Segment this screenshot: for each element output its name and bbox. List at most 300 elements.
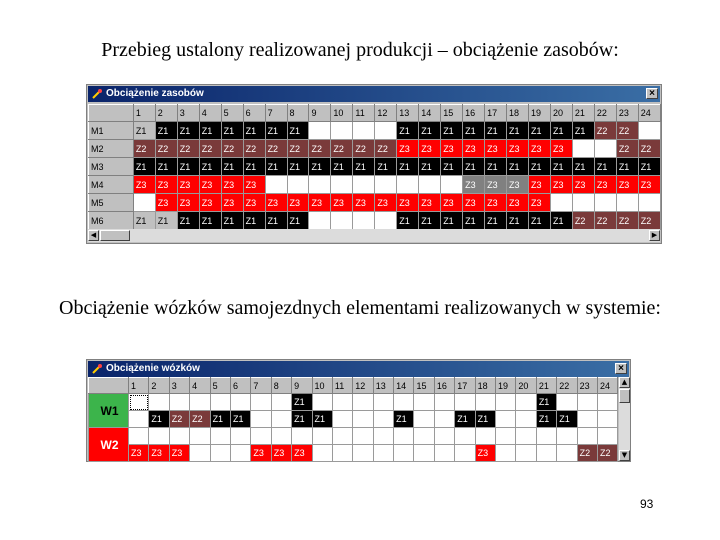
row-header[interactable]: M6 [89,212,134,230]
grid-cell[interactable] [251,428,271,445]
grid-cell[interactable] [312,445,332,462]
column-header[interactable]: 11 [332,378,352,394]
grid-cell[interactable]: Z1 [463,212,485,230]
grid-cell[interactable] [557,394,577,411]
grid-cell[interactable]: Z1 [287,158,309,176]
grid-cell[interactable]: Z3 [169,445,189,462]
grid-cell[interactable]: Z1 [463,122,485,140]
column-header[interactable]: 8 [271,378,291,394]
grid-cell[interactable] [414,445,434,462]
trolleys-titlebar[interactable] [88,361,629,377]
grid-cell[interactable] [394,445,414,462]
grid-cell[interactable] [434,394,454,411]
row-header[interactable]: M5 [89,194,134,212]
grid-cell[interactable]: Z3 [199,194,221,212]
grid-cell[interactable]: Z3 [485,140,507,158]
grid-cell[interactable] [332,428,352,445]
grid-cell[interactable] [373,428,393,445]
grid-cell[interactable] [210,394,230,411]
grid-cell[interactable]: Z1 [177,122,199,140]
grid-cell[interactable] [419,176,441,194]
grid-cell[interactable]: Z2 [287,140,309,158]
grid-cell[interactable] [373,394,393,411]
column-header[interactable]: 19 [529,105,551,122]
grid-cell[interactable] [616,194,638,212]
grid-cell[interactable] [353,394,373,411]
grid-cell[interactable] [414,428,434,445]
scroll-thumb[interactable] [619,389,630,403]
grid-cell[interactable]: Z3 [638,176,660,194]
trolley-label[interactable]: W2 [89,428,129,462]
grid-cell[interactable]: Z3 [149,445,169,462]
grid-cell[interactable] [394,428,414,445]
grid-cell[interactable] [434,445,454,462]
grid-cell[interactable] [129,411,149,428]
column-header[interactable]: 3 [169,378,189,394]
grid-cell[interactable]: Z1 [572,122,594,140]
grid-cell[interactable] [375,122,397,140]
grid-cell[interactable]: Z3 [251,445,271,462]
grid-cell[interactable]: Z1 [397,122,419,140]
grid-cell[interactable]: Z3 [463,194,485,212]
grid-cell[interactable] [149,428,169,445]
grid-cell[interactable] [230,394,250,411]
grid-cell[interactable]: Z1 [199,212,221,230]
column-header[interactable]: 12 [375,105,397,122]
resources-horizontal-scrollbar[interactable] [88,229,660,242]
grid-cell[interactable]: Z1 [155,122,177,140]
grid-cell[interactable] [496,394,516,411]
grid-cell[interactable] [375,212,397,230]
grid-cell[interactable] [169,428,189,445]
grid-cell[interactable]: Z3 [441,194,463,212]
grid-cell[interactable]: Z1 [529,122,551,140]
grid-cell[interactable]: Z3 [419,194,441,212]
grid-cell[interactable]: Z1 [419,122,441,140]
grid-cell[interactable] [594,140,616,158]
grid-cell[interactable]: Z1 [243,158,265,176]
grid-cell[interactable]: Z2 [155,140,177,158]
grid-cell[interactable]: Z1 [455,411,475,428]
grid-cell[interactable] [597,428,617,445]
grid-cell[interactable]: Z3 [419,140,441,158]
grid-cell[interactable]: Z3 [475,445,495,462]
column-header[interactable]: 1 [133,105,155,122]
column-header[interactable]: 12 [353,378,373,394]
column-header[interactable]: 22 [557,378,577,394]
grid-cell[interactable]: Z3 [616,176,638,194]
grid-cell[interactable] [475,394,495,411]
grid-cell[interactable]: Z3 [243,194,265,212]
grid-cell[interactable] [190,428,210,445]
resources-close-button[interactable]: × [646,88,658,99]
grid-cell[interactable]: Z1 [265,212,287,230]
grid-cell[interactable] [577,428,597,445]
column-header[interactable]: 13 [373,378,393,394]
grid-cell[interactable] [434,428,454,445]
grid-cell[interactable]: Z1 [287,122,309,140]
grid-cell[interactable] [312,394,332,411]
column-header[interactable]: 10 [331,105,353,122]
grid-cell[interactable]: Z1 [309,158,331,176]
grid-cell[interactable]: Z3 [292,445,312,462]
grid-cell[interactable]: Z1 [177,158,199,176]
column-header[interactable]: 9 [292,378,312,394]
grid-cell[interactable]: Z1 [485,158,507,176]
column-header[interactable]: 20 [516,378,536,394]
grid-cell[interactable] [496,445,516,462]
column-header[interactable]: 2 [155,105,177,122]
grid-cell[interactable] [287,176,309,194]
resources-titlebar[interactable] [88,86,660,102]
grid-cell[interactable]: Z3 [177,194,199,212]
column-header[interactable]: 16 [434,378,454,394]
grid-cell[interactable] [309,212,331,230]
grid-cell[interactable]: Z2 [169,411,189,428]
grid-cell[interactable] [230,445,250,462]
grid-cell[interactable]: Z1 [353,158,375,176]
grid-cell[interactable]: Z1 [133,212,155,230]
grid-cell[interactable] [597,394,617,411]
grid-cell[interactable] [149,394,169,411]
grid-cell[interactable]: Z1 [221,158,243,176]
grid-cell[interactable]: Z2 [243,140,265,158]
grid-cell[interactable]: Z1 [419,212,441,230]
grid-cell[interactable]: Z3 [463,140,485,158]
column-header[interactable]: 17 [485,105,507,122]
grid-cell[interactable]: Z1 [507,122,529,140]
grid-cell[interactable]: Z1 [149,411,169,428]
grid-cell[interactable]: Z1 [292,411,312,428]
grid-cell[interactable]: Z3 [529,194,551,212]
grid-cell[interactable]: Z1 [221,212,243,230]
grid-cell[interactable]: Z1 [230,411,250,428]
grid-cell[interactable]: Z2 [133,140,155,158]
grid-cell[interactable] [271,428,291,445]
grid-cell[interactable]: Z1 [243,122,265,140]
grid-cell[interactable]: Z2 [638,212,660,230]
grid-cell[interactable]: Z3 [507,176,529,194]
grid-cell[interactable]: Z1 [441,158,463,176]
grid-cell[interactable] [557,428,577,445]
column-header[interactable]: 8 [287,105,309,122]
grid-cell[interactable] [210,445,230,462]
grid-cell[interactable] [597,411,617,428]
column-header[interactable]: 24 [638,105,660,122]
grid-cell[interactable] [536,428,556,445]
grid-cell[interactable] [210,428,230,445]
grid-cell[interactable]: Z3 [485,176,507,194]
grid-cell[interactable]: Z1 [475,411,495,428]
column-header[interactable]: 3 [177,105,199,122]
grid-cell[interactable] [353,445,373,462]
grid-cell[interactable]: Z3 [199,176,221,194]
column-header[interactable]: 11 [353,105,375,122]
grid-cell[interactable] [332,394,352,411]
column-header[interactable]: 21 [572,105,594,122]
column-header[interactable]: 4 [199,105,221,122]
grid-cell[interactable]: Z1 [463,158,485,176]
column-header[interactable]: 18 [507,105,529,122]
grid-cell[interactable] [332,411,352,428]
grid-cell[interactable] [133,194,155,212]
grid-cell[interactable]: Z1 [419,158,441,176]
grid-cell[interactable]: Z1 [507,212,529,230]
column-header[interactable]: 1 [129,378,149,394]
grid-cell[interactable] [394,394,414,411]
grid-cell[interactable] [516,445,536,462]
grid-cell[interactable]: Z3 [287,194,309,212]
grid-cell[interactable]: Z2 [265,140,287,158]
column-header[interactable]: 14 [419,105,441,122]
grid-cell[interactable] [129,428,149,445]
grid-cell[interactable] [331,176,353,194]
row-header[interactable]: M1 [89,122,134,140]
grid-cell[interactable]: Z1 [155,212,177,230]
grid-cell[interactable] [536,445,556,462]
scroll-up-button[interactable]: ▲ [619,377,630,388]
grid-cell[interactable]: Z2 [177,140,199,158]
grid-cell[interactable]: Z1 [485,212,507,230]
grid-cell[interactable]: Z2 [594,122,616,140]
column-header[interactable]: 5 [210,378,230,394]
grid-cell[interactable]: Z3 [594,176,616,194]
grid-cell[interactable]: Z1 [397,158,419,176]
grid-cell[interactable] [397,176,419,194]
grid-cell[interactable] [577,394,597,411]
grid-cell[interactable] [353,122,375,140]
grid-cell[interactable] [265,176,287,194]
grid-cell[interactable]: Z2 [353,140,375,158]
grid-cell[interactable]: Z1 [441,122,463,140]
grid-cell[interactable]: Z1 [485,122,507,140]
grid-cell[interactable] [557,445,577,462]
grid-cell[interactable]: Z2 [616,140,638,158]
grid-cell[interactable] [434,411,454,428]
grid-cell[interactable] [331,212,353,230]
column-header[interactable]: 23 [616,105,638,122]
grid-cell[interactable]: Z1 [243,212,265,230]
grid-cell[interactable] [577,411,597,428]
column-header[interactable]: 6 [230,378,250,394]
grid-cell[interactable]: Z1 [441,212,463,230]
grid-cell[interactable] [169,394,189,411]
grid-cell[interactable] [190,394,210,411]
grid-cell[interactable]: Z1 [199,158,221,176]
grid-cell[interactable] [475,428,495,445]
grid-cell[interactable]: Z3 [485,194,507,212]
grid-cell[interactable]: Z2 [309,140,331,158]
grid-cell[interactable]: Z3 [397,194,419,212]
grid-cell[interactable]: Z3 [155,194,177,212]
grid-cell[interactable] [638,122,660,140]
scroll-thumb[interactable] [100,230,130,241]
grid-cell[interactable]: Z3 [353,194,375,212]
grid-cell[interactable]: Z3 [529,176,551,194]
grid-cell[interactable]: Z2 [221,140,243,158]
row-header[interactable]: M4 [89,176,134,194]
grid-cell[interactable] [309,122,331,140]
grid-cell[interactable]: Z3 [463,176,485,194]
grid-cell[interactable] [594,194,616,212]
grid-cell[interactable] [455,445,475,462]
grid-cell[interactable]: Z2 [616,212,638,230]
column-header[interactable]: 15 [441,105,463,122]
grid-cell[interactable]: Z3 [441,140,463,158]
scroll-down-button[interactable]: ▼ [619,450,630,461]
grid-cell[interactable] [230,428,250,445]
grid-cell[interactable]: Z1 [331,158,353,176]
grid-cell[interactable]: Z2 [597,445,617,462]
grid-cell[interactable] [353,212,375,230]
grid-cell[interactable]: Z3 [221,176,243,194]
grid-cell[interactable]: Z1 [133,122,155,140]
grid-cell[interactable] [312,428,332,445]
grid-cell[interactable]: Z2 [375,140,397,158]
column-header[interactable]: 4 [190,378,210,394]
grid-cell[interactable] [572,194,594,212]
grid-cell[interactable]: Z3 [375,194,397,212]
grid-cell[interactable]: Z1 [155,158,177,176]
grid-cell[interactable]: Z1 [133,158,155,176]
grid-cell[interactable]: Z1 [199,122,221,140]
grid-cell[interactable] [353,411,373,428]
row-header[interactable]: M3 [89,158,134,176]
grid-cell[interactable] [572,140,594,158]
grid-cell[interactable]: Z2 [594,212,616,230]
column-header[interactable]: 16 [463,105,485,122]
grid-cell[interactable] [331,122,353,140]
grid-cell[interactable]: Z2 [577,445,597,462]
grid-cell[interactable]: Z2 [331,140,353,158]
grid-cell[interactable]: Z1 [394,411,414,428]
scroll-right-button[interactable]: ▶ [649,230,660,241]
grid-cell[interactable] [251,394,271,411]
grid-cell[interactable]: Z1 [616,158,638,176]
grid-cell[interactable] [516,394,536,411]
grid-cell[interactable]: Z3 [243,176,265,194]
grid-cell[interactable]: Z3 [155,176,177,194]
grid-cell[interactable] [129,394,149,411]
column-header[interactable]: 13 [397,105,419,122]
grid-cell[interactable]: Z3 [529,140,551,158]
grid-cell[interactable]: Z1 [572,158,594,176]
grid-cell[interactable]: Z1 [507,158,529,176]
grid-cell[interactable]: Z1 [265,122,287,140]
grid-cell[interactable]: Z1 [375,158,397,176]
column-header[interactable]: 2 [149,378,169,394]
grid-cell[interactable] [353,176,375,194]
grid-cell[interactable] [251,411,271,428]
grid-cell[interactable]: Z1 [221,122,243,140]
grid-cell[interactable]: Z1 [529,212,551,230]
grid-cell[interactable]: Z2 [616,122,638,140]
grid-cell[interactable]: Z3 [221,194,243,212]
grid-cell[interactable]: Z1 [177,212,199,230]
column-header[interactable]: 5 [221,105,243,122]
column-header[interactable]: 24 [597,378,617,394]
column-header[interactable]: 22 [594,105,616,122]
column-header[interactable]: 10 [312,378,332,394]
grid-cell[interactable]: Z1 [550,212,572,230]
column-header[interactable]: 17 [455,378,475,394]
grid-cell[interactable] [292,428,312,445]
grid-cell[interactable] [353,428,373,445]
grid-cell[interactable] [550,194,572,212]
grid-cell[interactable] [309,176,331,194]
grid-cell[interactable] [455,428,475,445]
grid-cell[interactable]: Z2 [572,212,594,230]
grid-cell[interactable]: Z1 [638,158,660,176]
grid-cell[interactable]: Z2 [638,140,660,158]
grid-cell[interactable] [271,411,291,428]
row-header[interactable]: M2 [89,140,134,158]
column-header[interactable]: 20 [550,105,572,122]
grid-cell[interactable] [496,411,516,428]
column-header[interactable]: 23 [577,378,597,394]
grid-cell[interactable]: Z1 [550,158,572,176]
grid-cell[interactable]: Z1 [557,411,577,428]
grid-cell[interactable]: Z1 [287,212,309,230]
column-header[interactable]: 15 [414,378,434,394]
grid-cell[interactable]: Z3 [271,445,291,462]
grid-cell[interactable] [414,394,434,411]
grid-cell[interactable] [373,411,393,428]
column-header[interactable]: 19 [496,378,516,394]
grid-cell[interactable]: Z1 [292,394,312,411]
grid-cell[interactable]: Z1 [397,212,419,230]
grid-cell[interactable]: Z1 [550,122,572,140]
grid-cell[interactable]: Z3 [177,176,199,194]
column-header[interactable]: 7 [265,105,287,122]
grid-cell[interactable]: Z1 [312,411,332,428]
trolleys-vertical-scrollbar[interactable] [619,377,630,461]
grid-cell[interactable] [638,194,660,212]
grid-cell[interactable] [441,176,463,194]
grid-cell[interactable] [516,411,536,428]
grid-cell[interactable]: Z3 [572,176,594,194]
grid-cell[interactable] [332,445,352,462]
grid-cell[interactable]: Z3 [331,194,353,212]
grid-cell[interactable]: Z3 [129,445,149,462]
grid-cell[interactable] [496,428,516,445]
trolleys-close-button[interactable]: × [615,363,627,374]
grid-cell[interactable] [373,445,393,462]
column-header[interactable]: 21 [536,378,556,394]
grid-cell[interactable] [455,394,475,411]
grid-cell[interactable]: Z2 [199,140,221,158]
grid-cell[interactable]: Z1 [594,158,616,176]
grid-cell[interactable] [414,411,434,428]
grid-cell[interactable]: Z3 [550,140,572,158]
grid-cell[interactable]: Z3 [507,194,529,212]
grid-cell[interactable]: Z3 [133,176,155,194]
grid-cell[interactable]: Z1 [210,411,230,428]
grid-cell[interactable] [271,394,291,411]
column-header[interactable]: 9 [309,105,331,122]
grid-cell[interactable] [516,428,536,445]
grid-cell[interactable]: Z3 [309,194,331,212]
grid-cell[interactable]: Z1 [529,158,551,176]
column-header[interactable]: 14 [394,378,414,394]
column-header[interactable]: 18 [475,378,495,394]
scroll-left-button[interactable]: ◀ [88,230,99,241]
grid-cell[interactable]: Z1 [536,411,556,428]
column-header[interactable]: 7 [251,378,271,394]
grid-cell[interactable]: Z3 [550,176,572,194]
column-header[interactable]: 6 [243,105,265,122]
grid-cell[interactable]: Z3 [507,140,529,158]
